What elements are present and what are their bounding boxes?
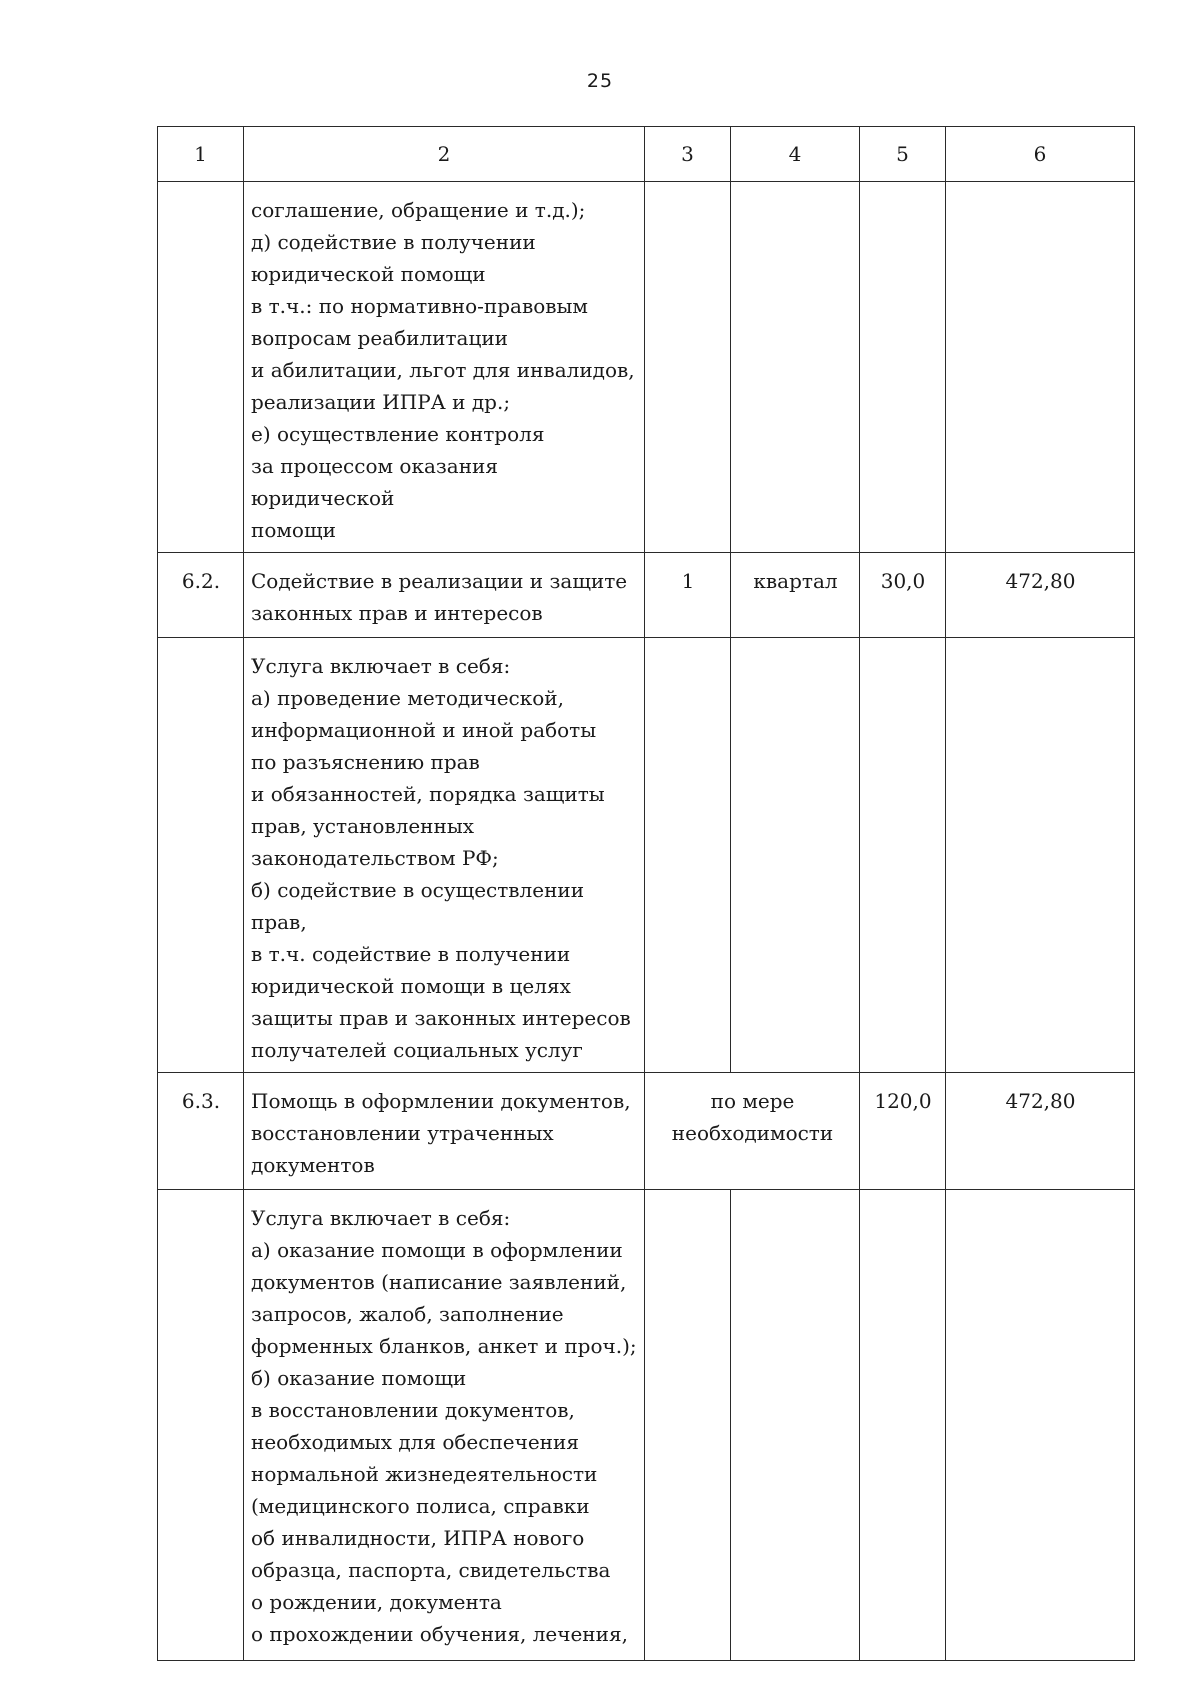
- table-row: [158, 1190, 1135, 1661]
- time-cell: [860, 1190, 946, 1661]
- description-text: Услуга включает в себя: а) оказание помощи в оформлении документов (написание заявлений, запросов, жалоб, заполнение форменных бланков, анкет и проч.); б) оказание помощи в восстановлении документов, необходимых для обеспечения нормальной жизнедеятельности (медицинского полиса, справки об инвалидности, ИПРА нового образца, паспорта, свидетельства о рождении, документа о прохождении обучения, лечения,: [251, 1206, 637, 1646]
- description-cell: [244, 638, 645, 1073]
- price-cell: [946, 1190, 1135, 1661]
- quantity-cell: [645, 1190, 731, 1661]
- period-value: квартал: [753, 569, 838, 593]
- header-col-2: 2: [244, 127, 645, 182]
- services-table: [157, 126, 1135, 1661]
- quantity-cell: [645, 182, 731, 553]
- table-row: [158, 638, 1135, 1073]
- table-row: [158, 1073, 1135, 1190]
- row-number-cell: [158, 638, 244, 1073]
- table-row: [158, 553, 1135, 638]
- quantity-cell: [645, 553, 731, 638]
- page-number: 25: [586, 70, 614, 92]
- time-cell: [860, 182, 946, 553]
- row-number-cell: [158, 1190, 244, 1661]
- row-number-cell: [158, 182, 244, 553]
- frequency-value: по мере необходимости: [671, 1089, 834, 1145]
- period-cell: [731, 1190, 860, 1661]
- row-number-cell: [158, 1073, 244, 1190]
- header-col-5: 5: [860, 127, 946, 182]
- description-text: Содействие в реализации и защите законных прав и интересов: [251, 569, 628, 625]
- period-cell: [731, 553, 860, 638]
- period-cell: [731, 638, 860, 1073]
- price-value: 472,80: [1005, 1089, 1076, 1113]
- description-cell: [244, 1190, 645, 1661]
- row-number: 6.2.: [181, 569, 221, 593]
- time-cell: [860, 1073, 946, 1190]
- row-number: 6.3.: [181, 1089, 221, 1113]
- price-cell: [946, 182, 1135, 553]
- frequency-cell: [645, 1073, 860, 1190]
- description-text: соглашение, обращение и т.д.); д) содействие в получении юридической помощи в т.ч.: по нормативно-правовым вопросам реабилитации и абилитации, льгот для инвалидов, реализации ИПРА и др.; е) осуществление контроля за процессом оказания юридической помощи: [251, 198, 635, 542]
- row-number: [158, 1190, 243, 1208]
- description-text: Услуга включает в себя: а) проведение методической, информационной и иной работы по разъяснению прав и обязанностей, порядка защиты прав, установленных законодательством РФ; б) содействие в осуществлении прав, в т.ч. содействие в получении юридической помощи в целях защиты прав и законных интересов получателей социальных услуг: [251, 654, 631, 1062]
- description-text: Помощь в оформлении документов, восстановлении утраченных документов: [251, 1089, 631, 1177]
- table-row: [158, 182, 1135, 553]
- header-col-3: 3: [645, 127, 731, 182]
- time-value: 120,0: [874, 1089, 932, 1113]
- header-col-4: 4: [731, 127, 860, 182]
- row-number: [158, 182, 243, 200]
- row-number-cell: [158, 553, 244, 638]
- description-cell: [244, 182, 645, 553]
- price-cell: [946, 553, 1135, 638]
- price-cell: [946, 638, 1135, 1073]
- price-cell: [946, 1073, 1135, 1190]
- quantity-value: 1: [681, 569, 695, 593]
- time-cell: [860, 638, 946, 1073]
- header-col-6: 6: [946, 127, 1135, 182]
- price-value: 472,80: [1005, 569, 1076, 593]
- quantity-cell: [645, 638, 731, 1073]
- time-cell: [860, 553, 946, 638]
- description-cell: [244, 553, 645, 638]
- description-cell: [244, 1073, 645, 1190]
- period-cell: [731, 182, 860, 553]
- time-value: 30,0: [880, 569, 926, 593]
- table-header-row: [158, 127, 1135, 182]
- header-col-1: 1: [158, 127, 244, 182]
- row-number: [158, 638, 243, 656]
